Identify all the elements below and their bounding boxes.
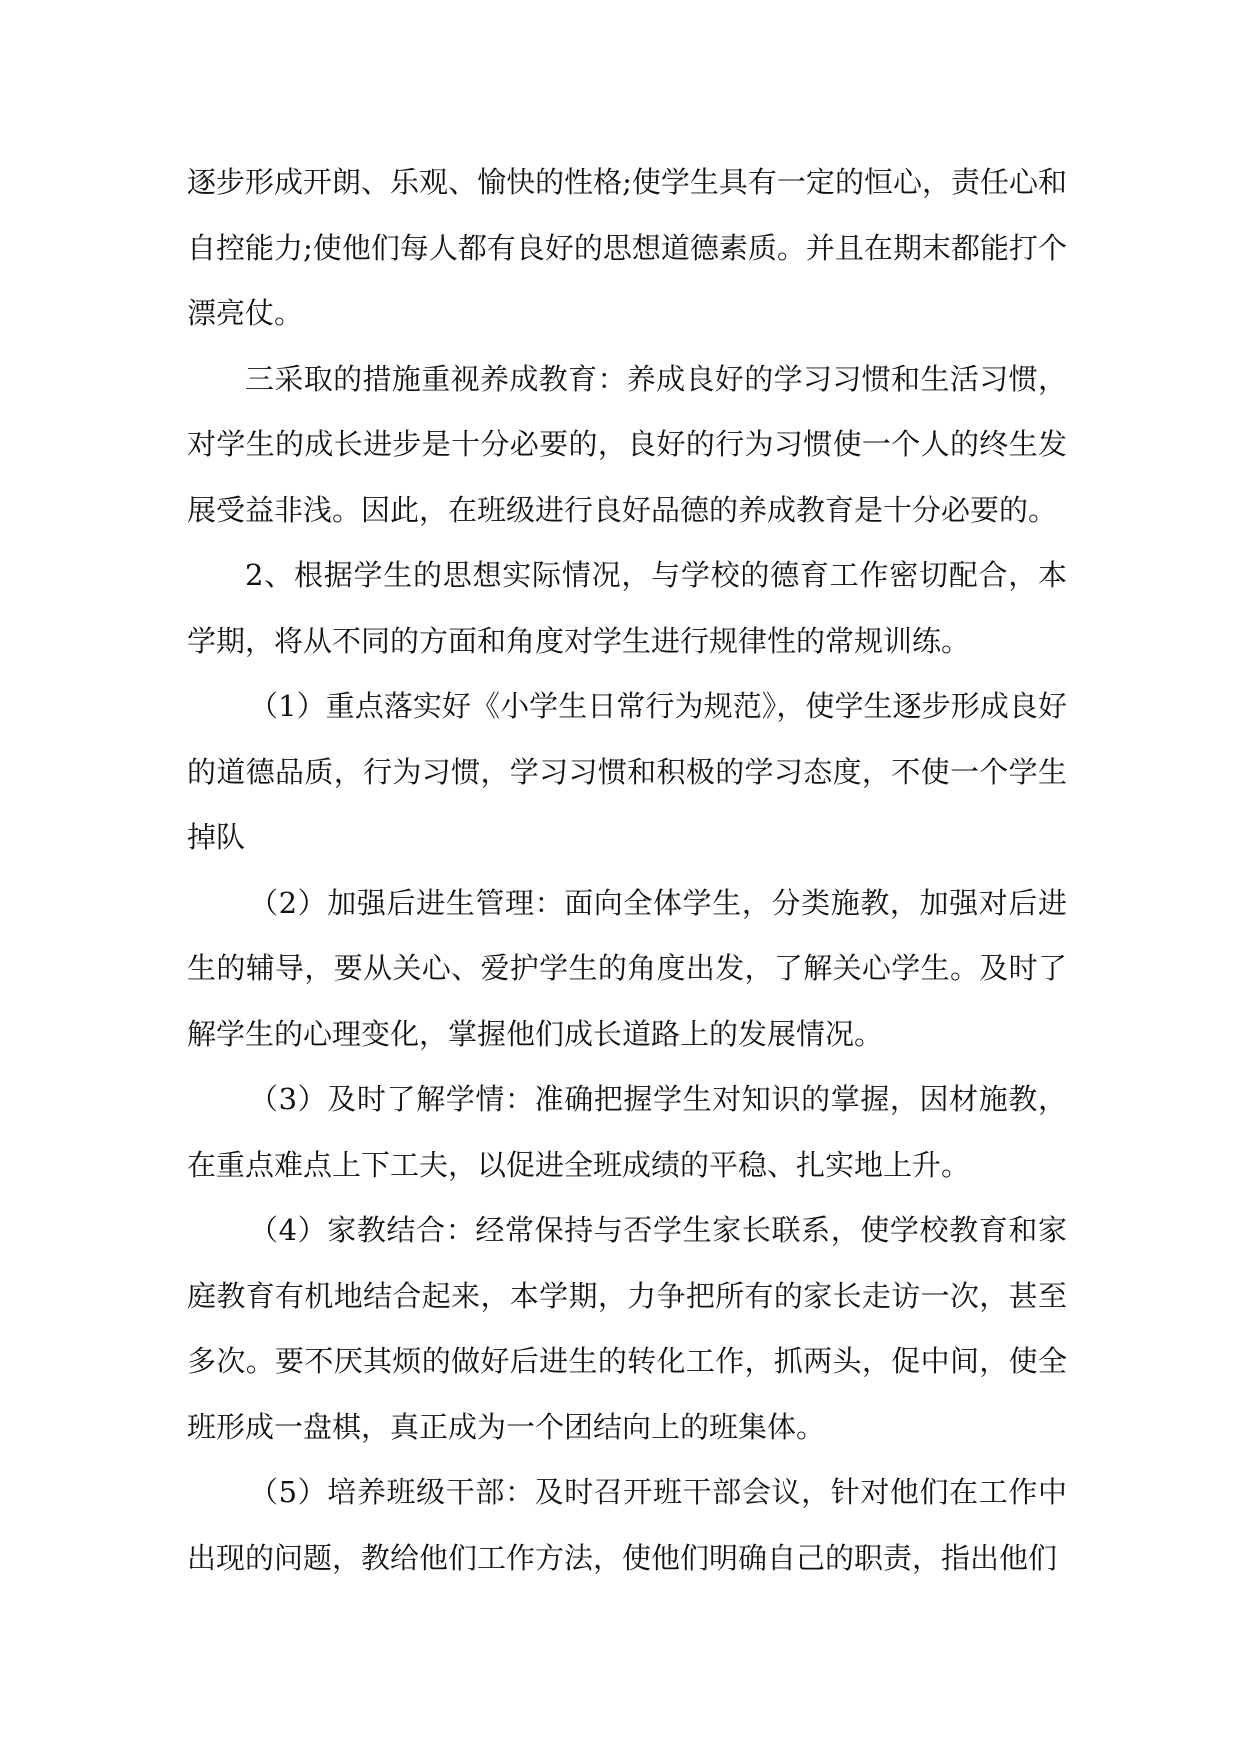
- paragraph-item-2: 2、根据学生的思想实际情况，与学校的德育工作密切配合，本学期，将从不同的方面和角度对学生进行规律性的常规训练。: [187, 558, 1067, 658]
- paragraph-item-2-3: （3）及时了解学情：准确把握学生对知识的掌握，因材施教，在重点难点上下工夫，以促进全班成绩的平稳、扎实地上升。: [187, 1082, 1067, 1182]
- paragraph-item-2-2: （2）加强后进生管理：面向全体学生，分类施教，加强对后进生的辅导，要从关心、爱护学生的角度出发，了解关心学生。及时了解学生的心理变化，掌握他们成长道路上的发展情况。: [187, 885, 1067, 1051]
- paragraph-item-2-1: （1）重点落实好《小学生日常行为规范》，使学生逐步形成良好的道德品质，行为习惯，学习习惯和积极的学习态度，不使一个学生掉队: [187, 689, 1067, 854]
- paragraph-measures: 三采取的措施重视养成教育：养成良好的学习习惯和生活习惯，对学生的成长进步是十分必要的，良好的行为习惯使一个人的终生发展受益非浅。因此，在班级进行良好品德的养成教育是十分必要的。: [187, 361, 1067, 527]
- paragraph-continuation: 逐步形成开朗、乐观、愉快的性格;使学生具有一定的恒心，责任心和自控能力;使他们每人都有良好的思想道德素质。并且在期末都能打个漂亮仗。: [187, 165, 1067, 330]
- paragraph-item-2-5: （5）培养班级干部：及时召开班干部会议，针对他们在工作中出现的问题，教给他们工作方法，使他们明确自己的职责，指出他们: [187, 1475, 1067, 1575]
- document-body: [187, 150, 1067, 1591]
- paragraph-item-2-4: （4）家教结合：经常保持与否学生家长联系，使学校教育和家庭教育有机地结合起来，本学期，力争把所有的家长走访一次，甚至多次。要不厌其烦的做好后进生的转化工作，抓两头，促中间，使全班形成一盘棋，真正成为一个团结向上的班集体。: [187, 1213, 1067, 1444]
